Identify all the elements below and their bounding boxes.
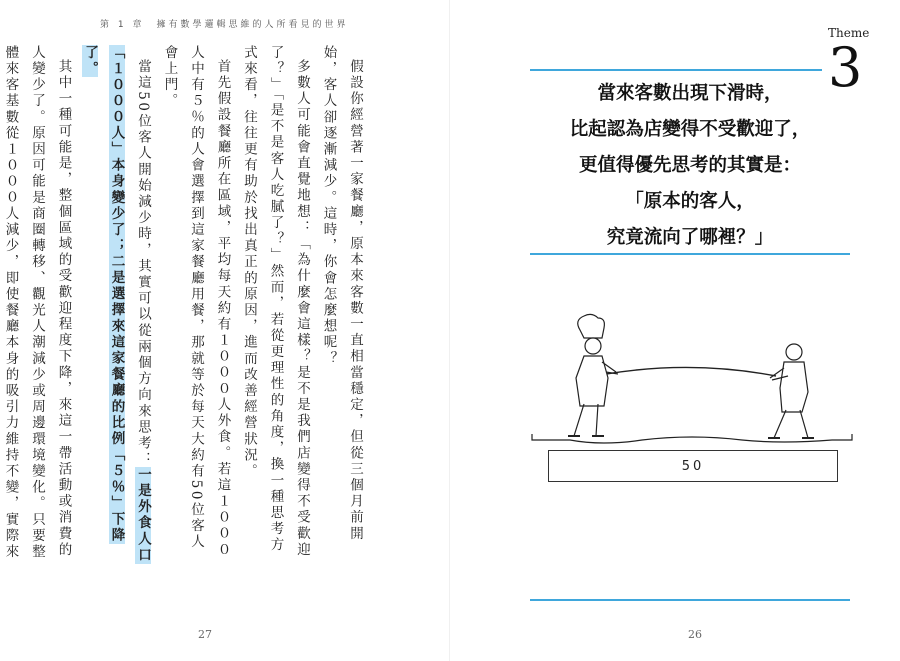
customer-count-box: 50 [548,450,838,482]
headline-top-rule [530,69,822,71]
paragraph-text: 其中一種可能是，整個區域的受歡迎程度下降，來這一帶活動或消費的人變少了。原因可能是商圈轉移、觀光人潮減少或周邊環境變化。只要整體來客基數從１０００人減少，即使餐廳本身的吸引力維持不變，實際來 [2,45,72,561]
body-paragraph [315,45,368,565]
highlighted-phrase: 一是外食人口「１０００人」本身變少了； [108,45,151,564]
headline-line: 比起認為店變得不受歡迎了， [569,119,811,140]
body-paragraph [0,45,77,565]
theme-number: 3 [828,36,863,99]
headline-line: 「原本的客人， [625,191,755,212]
paragraph-text: 假設你經營著一家餐廳，原本來客數一直相當穩定，但從三個月前開始，客人卻逐漸減少。這時，你會怎麼想呢？ [320,45,363,542]
chef-figure-icon [568,314,618,436]
paragraph-text: 首先假設餐廳所在區域，平均每天約有１０００人外食。若這１０００人中有５％的人會選擇到這家餐廳用餐，那就等於每天大約有50位客人會上門。 [161,45,231,558]
running-header: 第 1 章 擁有數學邏輯思維的人所看見的世界 [100,20,349,30]
paragraph-text: 當這50位客人開始減少時，其實可以從兩個方向來思考： [135,58,151,468]
bottom-rule [530,599,850,601]
body-paragraph [77,45,157,565]
highlighted-phrase: 二是選擇來這家餐廳的比例「５％」下降了。 [82,45,125,545]
body-text [2,45,368,565]
theme-label: Theme [828,26,870,40]
body-paragraph [156,45,236,565]
headline-line: 當來客數出現下滑時， [597,83,783,104]
headline-line: 更值得優先思考的其實是： [578,155,801,176]
page-number-left: 27 [198,628,212,641]
page-number-right: 26 [688,628,702,641]
right-page [450,0,900,661]
headline-line: 究竟流向了哪裡？」 [606,227,774,248]
paragraph-text: 多數人可能會直覺地想：「為什麼會這樣？是不是我們店變得不受歡迎了？」「是不是客人吃膩了？」然而，若從更理性的角度，換一種思考方式來看，往往更有助於找出真正的原因，進而改善經營狀況。 [241,45,310,558]
headline-bottom-rule [530,253,850,255]
theme-headline [530,76,850,256]
body-paragraph [236,45,316,565]
man-figure-icon [768,344,814,438]
